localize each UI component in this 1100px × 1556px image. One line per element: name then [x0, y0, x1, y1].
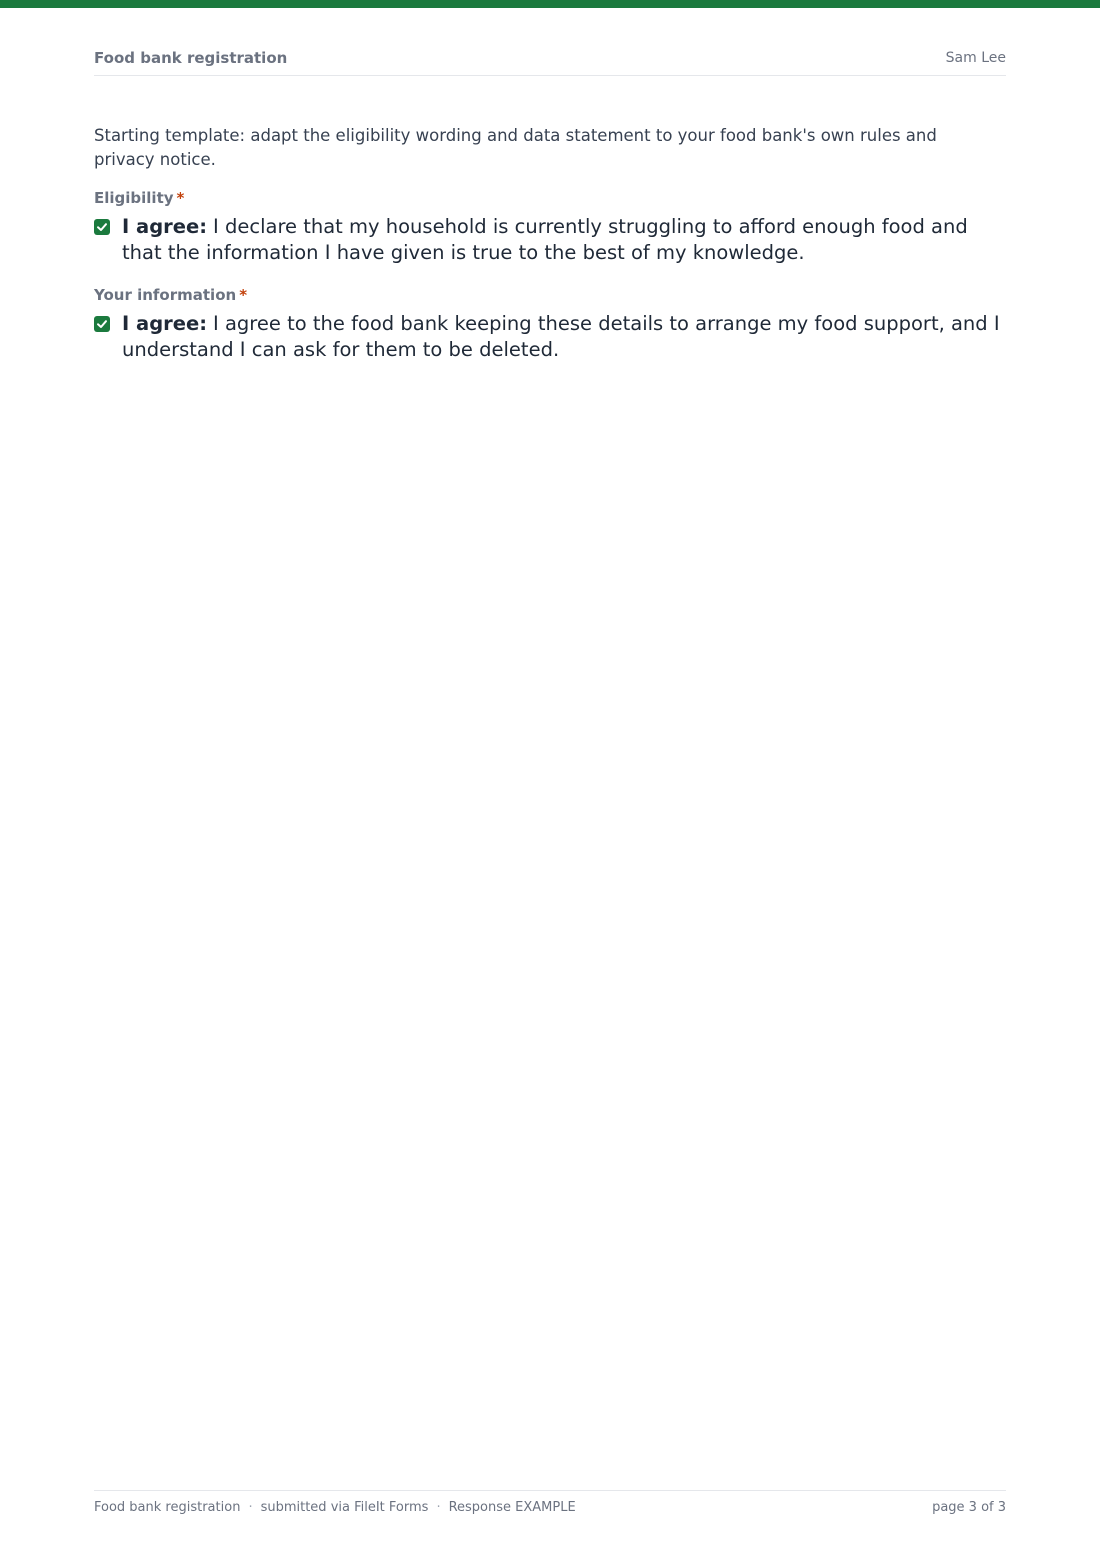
footer-meta [94, 1499, 576, 1517]
required-marker: * [239, 286, 248, 304]
consent-statement: I agree to the food bank keeping these details to arrange my food support, and I understand I can ask for them to be deleted. [122, 312, 1000, 361]
top-accent-bar [0, 0, 1100, 8]
respondent-name: Sam Lee [945, 50, 1006, 66]
required-marker: * [176, 189, 185, 207]
your-information-field [94, 285, 1006, 363]
page-header [94, 48, 1006, 76]
field-label [94, 188, 1006, 208]
agree-label: I agree: [122, 215, 208, 238]
footer-submitted: submitted via FileIt Forms [260, 1500, 429, 1515]
data-consent-checkbox[interactable] [94, 316, 110, 332]
eligibility-consent [94, 214, 1006, 266]
consent-text [122, 311, 1006, 363]
page-number: page 3 of 3 [932, 1500, 1006, 1515]
page-footer [94, 1490, 1006, 1517]
data-consent [94, 311, 1006, 363]
checkmark-icon [94, 219, 110, 235]
eligibility-field [94, 188, 1006, 266]
checkmark-icon [94, 316, 110, 332]
field-label-text: Your information [94, 286, 237, 304]
footer-form-name: Food bank registration [94, 1500, 241, 1515]
form-title: Food bank registration [94, 49, 288, 67]
footer-separator: · [248, 1500, 253, 1515]
consent-statement: I declare that my household is currently struggling to afford enough food and that the information I have given is true to the best of my knowledge. [122, 215, 968, 264]
field-label-text: Eligibility [94, 189, 174, 207]
agree-label: I agree: [122, 312, 208, 335]
field-label [94, 285, 1006, 305]
footer-separator: · [436, 1500, 441, 1515]
footer-response: Response EXAMPLE [448, 1500, 576, 1515]
intro-text: Starting template: adapt the eligibility wording and data statement to your food bank's own rules and privacy notice. [94, 126, 937, 169]
eligibility-checkbox[interactable] [94, 219, 110, 235]
consent-text [122, 214, 1006, 266]
